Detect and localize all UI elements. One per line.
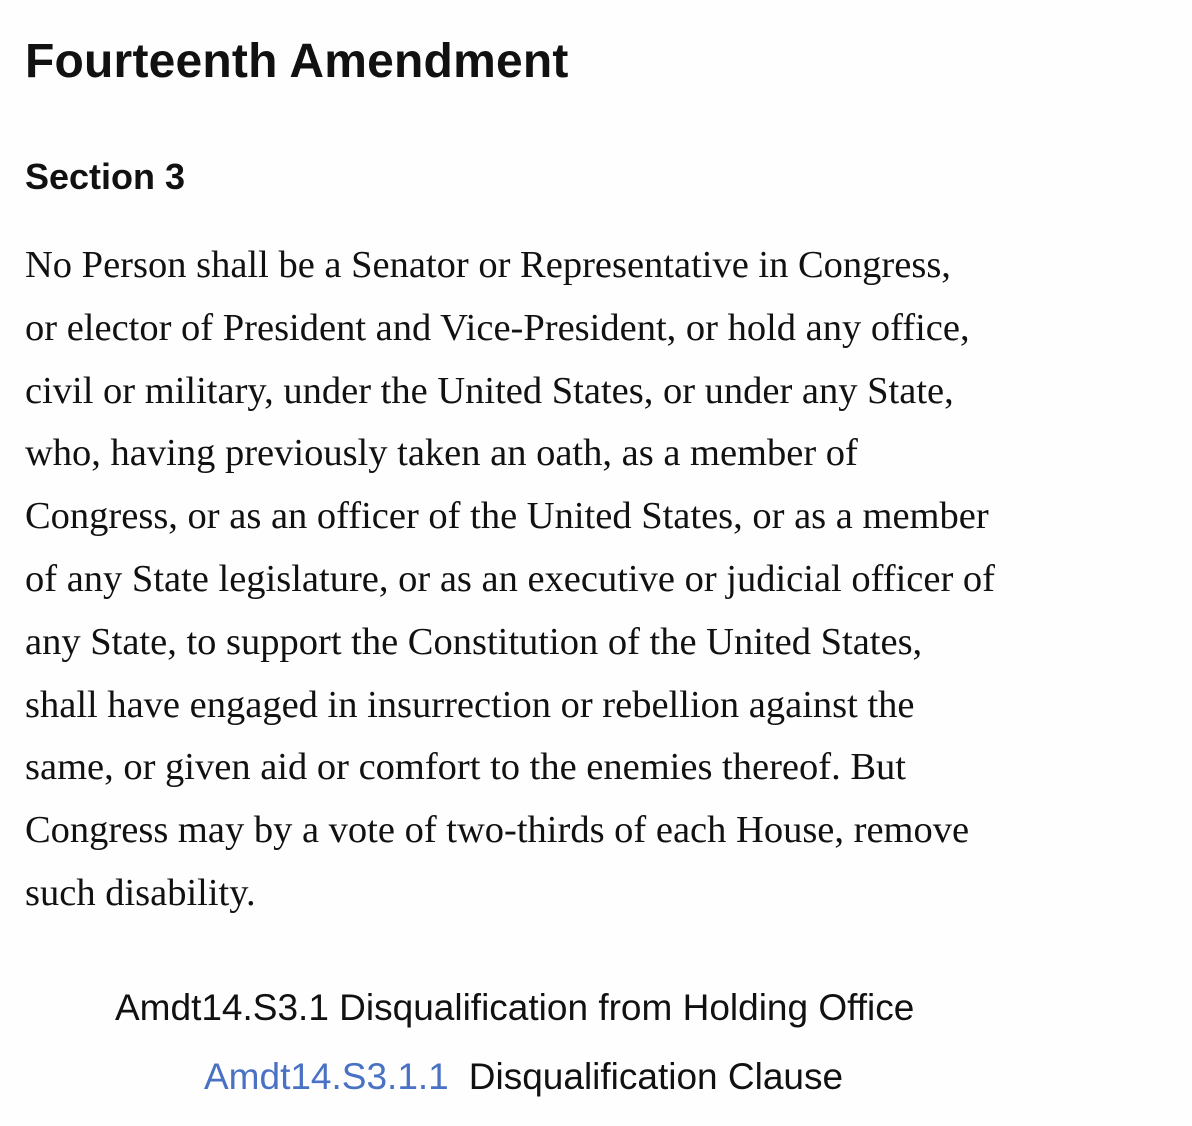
- page-title: Fourteenth Amendment: [25, 35, 569, 88]
- text-line: who, having previously taken an oath, as a member of: [25, 432, 858, 475]
- text-line: Congress may by a vote of two-thirds of each House, remove: [25, 809, 970, 852]
- text-line: of any State legislature, or as an executive or judicial officer of: [25, 557, 995, 600]
- text-line: No Person shall be a Senator or Representative in Congress,: [25, 244, 951, 286]
- annotation-item: Amdt14.S3.1 Disqualification from Holding Office: [115, 987, 915, 1028]
- annotation-label: Disqualification Clause: [468, 1056, 844, 1097]
- text-line: shall have engaged in insurrection or rebellion against the: [25, 683, 915, 726]
- text-line: Congress, or as an officer of the United States, or as a member: [25, 495, 989, 538]
- text-line: such disability.: [25, 871, 256, 914]
- section-heading: Section 3: [25, 156, 186, 197]
- annotation-subitem: [204, 1055, 843, 1099]
- text-line: or elector of President and Vice-President, or hold any office,: [25, 306, 970, 349]
- annotation-link[interactable]: Amdt14.S3.1.1: [204, 1056, 449, 1097]
- text-line: any State, to support the Constitution of the United States,: [25, 620, 923, 663]
- text-line: same, or given aid or comfort to the enemies thereof. But: [25, 746, 906, 789]
- text-line: civil or military, under the United States, or under any State,: [25, 369, 954, 412]
- section-text: [25, 234, 1185, 925]
